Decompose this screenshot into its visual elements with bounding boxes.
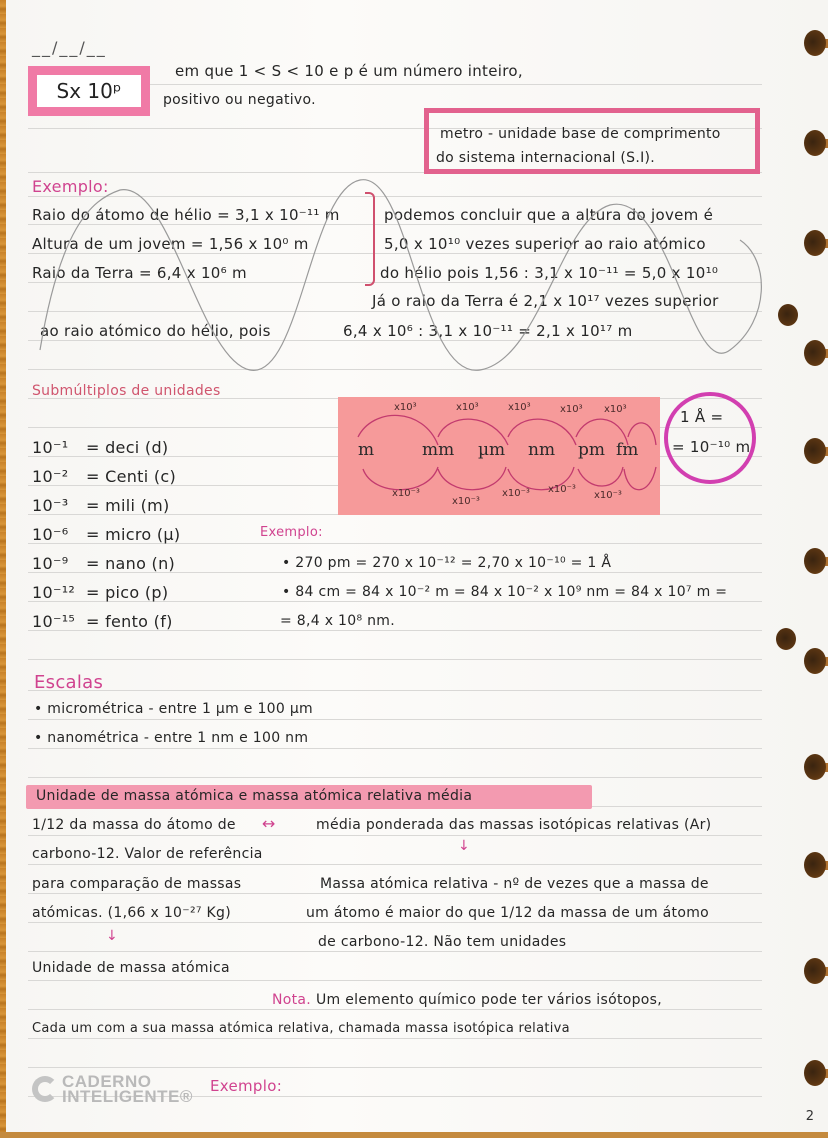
backward-label: x10⁻³	[594, 490, 622, 501]
last-line-right: 6,4 x 10⁶ : 3,1 x 10⁻¹¹ = 2,1 x 10¹⁷ m	[343, 322, 633, 340]
note-label: Nota.	[272, 992, 312, 1008]
forward-label: x10³	[456, 402, 479, 413]
conclusion-line-2: 5,0 x 10¹⁰ vezes superior ao raio atómico	[384, 235, 706, 253]
submultiple-power: 10⁻⁹	[32, 554, 69, 573]
example-heading: Exemplo:	[32, 177, 109, 196]
ring-hole-icon	[804, 30, 828, 56]
submultiple-power: 10⁻¹	[32, 438, 69, 457]
note-line-2: Cada um com a sua massa atómica relativa, chamada massa isotópica relativa	[32, 1021, 570, 1036]
atomic-mass-heading: Unidade de massa atómica e massa atómica relativa média	[36, 788, 473, 804]
conclusion-line-3: do hélio pois 1,56 : 3,1 x 10⁻¹¹ = 5,0 x 10¹⁰	[380, 264, 719, 282]
amu-definition-3: para comparação de massas	[32, 876, 242, 892]
submultiple-power: 10⁻²	[32, 467, 69, 486]
page-number: 2	[805, 1109, 814, 1124]
conclusion-line-4: Já o raio da Terra é 2,1 x 10¹⁷ vezes superior	[372, 292, 719, 310]
note-line-1: Um elemento químico pode ter vários isótopos,	[316, 992, 662, 1008]
angstrom-line-2: = 10⁻¹⁰ m	[672, 438, 751, 456]
ring-hole-icon	[804, 1060, 828, 1086]
unit-nm: nm	[528, 440, 556, 460]
submultiple-power: 10⁻¹²	[32, 583, 76, 602]
down-arrow-icon: ↓	[106, 928, 119, 944]
notation-line-1: em que 1 < S < 10 e p é um número inteiro,	[175, 62, 523, 80]
fact-young-height: Altura de um jovem = 1,56 x 10⁰ m	[32, 235, 309, 253]
conclusion-line-1: podemos concluir que a altura do jovem é	[384, 206, 714, 224]
fact-earth-radius: Raio da Terra = 6,4 x 10⁶ m	[32, 264, 247, 282]
ring-hole-icon	[804, 340, 828, 366]
metro-line-2: do sistema internacional (S.I).	[436, 150, 656, 166]
unit-mm: mm	[422, 440, 455, 460]
scale-micrometric: • micrométrica - entre 1 µm e 100 µm	[34, 701, 313, 717]
amu-label: Unidade de massa atómica	[32, 960, 230, 976]
forward-label: x10³	[508, 402, 531, 413]
backward-label: x10⁻³	[548, 484, 576, 495]
submultiple-name: = mili (m)	[86, 496, 170, 515]
notation-line-2: positivo ou negativo.	[163, 92, 316, 108]
unit-um: µm	[478, 440, 506, 460]
unit-pm: pm	[578, 440, 606, 460]
date-field: __/__/__	[32, 38, 107, 57]
ring-hole-icon	[804, 548, 828, 574]
unit-m: m	[358, 440, 375, 460]
logo-c-icon	[32, 1076, 58, 1102]
ring-hole-icon	[804, 130, 828, 156]
ring-hole-icon	[804, 754, 828, 780]
forward-label: x10³	[394, 402, 417, 413]
example2-heading: Exemplo:	[260, 525, 323, 540]
submultiple-name: = nano (n)	[86, 554, 176, 573]
backward-label: x10⁻³	[502, 488, 530, 499]
fact-helium-radius: Raio do átomo de hélio = 3,1 x 10⁻¹¹ m	[32, 206, 340, 224]
ring-hole-icon	[804, 648, 828, 674]
backward-label: x10⁻³	[392, 488, 420, 499]
submultiple-power: 10⁻¹⁵	[32, 612, 76, 631]
stray-hole-icon	[776, 628, 796, 650]
sine-wave-doodle	[0, 0, 828, 400]
relative-mass-line-3: de carbono-12. Não tem unidades	[318, 934, 567, 950]
submultiple-name: = deci (d)	[86, 438, 169, 457]
metro-line-1: metro - unidade base de comprimento	[440, 126, 721, 142]
down-arrow-icon: ↓	[458, 838, 471, 854]
ring-hole-icon	[804, 438, 828, 464]
last-line-left: ao raio atómico do hélio, pois	[40, 322, 271, 340]
submultiple-power: 10⁻³	[32, 496, 69, 515]
ring-hole-icon	[804, 230, 828, 256]
forward-label: x10³	[560, 404, 583, 415]
scales-heading: Escalas	[34, 672, 104, 693]
amu-definition-1: 1/12 da massa do átomo de	[32, 817, 236, 833]
weighted-mean-line: média ponderada das massas isotópicas relativas (Ar)	[316, 817, 712, 833]
submultiples-heading: Submúltiplos de unidades	[32, 383, 221, 399]
unit-fm: fm	[616, 440, 639, 460]
footer-example-heading: Exemplo:	[210, 1077, 283, 1095]
caderno-inteligente-logo	[32, 1074, 193, 1104]
ring-hole-icon	[804, 958, 828, 984]
submultiple-name: = Centi (c)	[86, 467, 177, 486]
relative-mass-line-2: um átomo é maior do que 1/12 da massa de um átomo	[306, 905, 710, 921]
submultiple-name: = micro (µ)	[86, 525, 181, 544]
submultiple-power: 10⁻⁶	[32, 525, 69, 544]
page-bottom-edge	[0, 1132, 828, 1138]
example2-line-1: • 270 pm = 270 x 10⁻¹² = 2,70 x 10⁻¹⁰ = 1 Å	[282, 555, 612, 571]
stray-hole-icon	[778, 304, 798, 326]
scale-nanometric: • nanométrica - entre 1 nm e 100 nm	[34, 730, 309, 746]
example2-line-3: = 8,4 x 10⁸ nm.	[280, 613, 395, 629]
angstrom-line-1: 1 Å =	[680, 408, 724, 426]
forward-label: x10³	[604, 404, 627, 415]
relative-mass-line-1: Massa atómica relativa - nº de vezes que a massa de	[320, 876, 709, 892]
logo-line-1: CADERNO	[62, 1072, 152, 1091]
amu-definition-4: atómicas. (1,66 x 10⁻²⁷ Kg)	[32, 905, 231, 921]
amu-definition-2: carbono-12. Valor de referência	[32, 846, 263, 862]
example2-line-2: • 84 cm = 84 x 10⁻² m = 84 x 10⁻² x 10⁹ nm = 84 x 10⁷ m =	[282, 584, 728, 600]
scientific-notation-formula: Sx 10ᵖ	[56, 79, 122, 103]
logo-line-2: INTELIGENTE®	[62, 1087, 193, 1106]
double-arrow-icon: ↔	[262, 814, 276, 833]
submultiple-name: = fento (f)	[86, 612, 173, 631]
ring-hole-icon	[804, 852, 828, 878]
submultiple-name: = pico (p)	[86, 583, 169, 602]
backward-label: x10⁻³	[452, 496, 480, 507]
